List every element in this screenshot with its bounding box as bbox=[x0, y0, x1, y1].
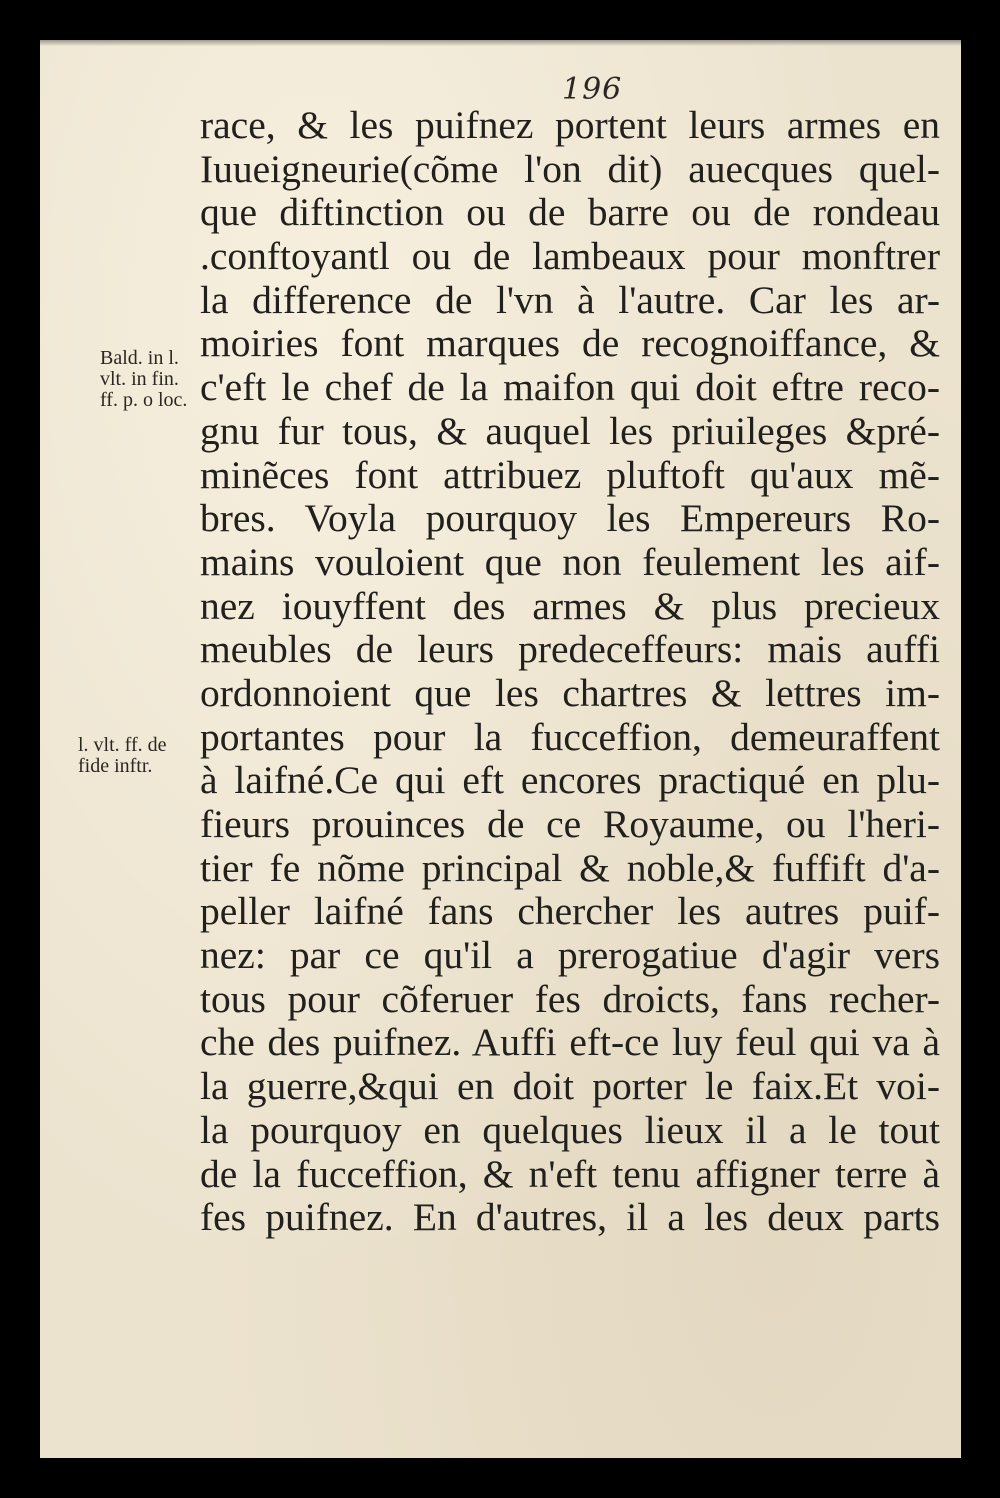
margin-note-line: ff. p. o loc. bbox=[100, 389, 188, 411]
text-line: nez: par ce qu'il a prerogatiue d'agir vers bbox=[200, 933, 940, 978]
page-top-edge bbox=[40, 40, 961, 46]
text-line: bres. Voyla pourquoy les Empereurs Ro- bbox=[200, 496, 940, 541]
text-line: meubles de leurs predeceffeurs: mais auffi bbox=[200, 627, 940, 672]
text-line: mains vouloient que non feulement les aif- bbox=[200, 539, 940, 584]
text-line: que diftinction ou de barre ou de rondeau bbox=[200, 190, 940, 235]
text-line: peller laifné fans chercher les autres puif- bbox=[200, 889, 940, 934]
text-line: tier fe nõme principal & noble,& fuffift d'a- bbox=[200, 845, 940, 890]
margin-note-line: fide inftr. bbox=[78, 755, 153, 777]
page-number: 196 bbox=[562, 72, 623, 107]
text-line: c'eft le chef de la maifon qui doit eftre reco- bbox=[200, 365, 940, 410]
margin-note-bald bbox=[100, 348, 187, 411]
margin-note-line: Bald. in l. bbox=[100, 347, 179, 369]
text-line: fes puifnez. En d'autres, il a les deux parts bbox=[200, 1195, 940, 1240]
text-line: ordonnoient que les chartres & lettres im- bbox=[200, 670, 940, 715]
text-line: la difference de l'vn à l'autre. Car les ar- bbox=[200, 277, 940, 322]
text-line: Iuueigneurie(cõme l'on dit) auecques quel- bbox=[200, 146, 940, 191]
margin-note-fide bbox=[78, 735, 167, 777]
margin-note-line: l. vlt. ff. de bbox=[78, 734, 167, 756]
text-line: à laifné.Ce qui eft encores practiqué en plu- bbox=[200, 758, 940, 803]
text-line: nez iouyffent des armes & plus precieux bbox=[200, 583, 940, 628]
text-line: fieurs prouinces de ce Royaume, ou l'heri- bbox=[200, 802, 940, 846]
text-line: minẽces font attribuez pluftoft qu'aux mẽ- bbox=[200, 452, 940, 497]
text-line: de la fucceffion, & n'eft tenu affigner terre à bbox=[200, 1151, 940, 1196]
text-line: tous pour cõferuer fes droicts, fans recher- bbox=[200, 976, 940, 1021]
margin-note-line: vlt. in fin. bbox=[100, 368, 179, 390]
text-line: race, & les puifnez portent leurs armes en bbox=[200, 103, 940, 147]
text-line: che des puifnez. Auffi eft-ce luy feul qui va à bbox=[200, 1020, 940, 1065]
text-line: la pourquoy en quelques lieux il a le tout bbox=[200, 1107, 940, 1152]
text-line: moiries font marques de recognoiffance, & bbox=[200, 321, 940, 366]
text-line: portantes pour la fucceffion, demeuraffent bbox=[200, 714, 940, 759]
text-line: gnu fur tous, & auquel les priuileges &pré- bbox=[200, 408, 940, 453]
text-line: .conftoyantl ou de lambeaux pour monftrer bbox=[200, 234, 940, 279]
book-page bbox=[40, 40, 961, 1458]
body-text bbox=[200, 104, 940, 1240]
text-line: la guerre,&qui en doit porter le faix.Et voi- bbox=[200, 1064, 940, 1109]
